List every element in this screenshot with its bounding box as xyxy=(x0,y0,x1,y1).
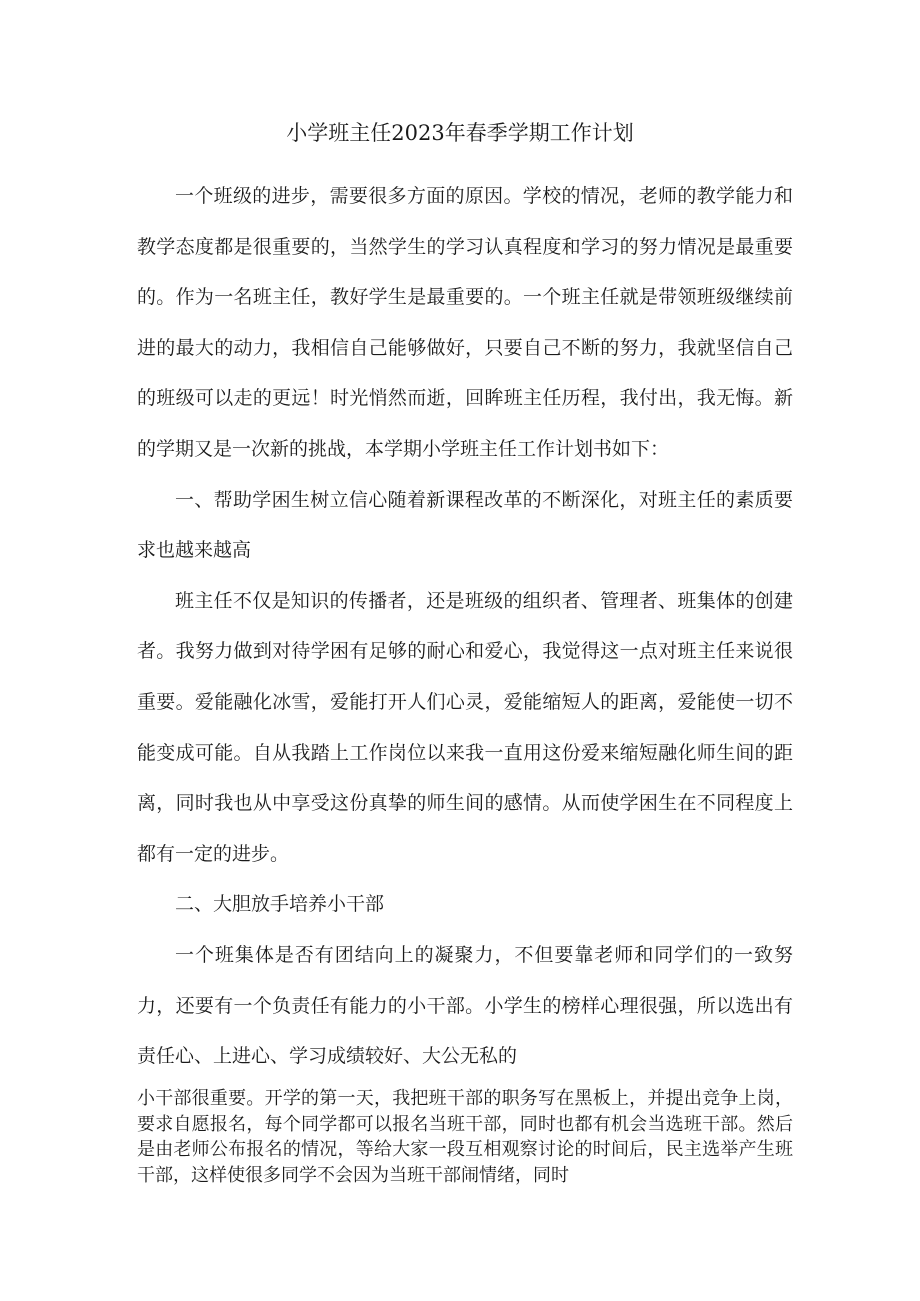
section-heading-1: 一、帮助学困生树立信心随着新课程改革的不断深化，对班主任的素质要求也越来越高 xyxy=(137,488,793,562)
document-body-continued xyxy=(137,1086,793,1188)
section-heading-2: 二、大胆放手培养小干部 xyxy=(175,893,385,916)
document-title: 小学班主任2023年春季学期工作计划 xyxy=(286,121,634,145)
paragraph-section-2-continued: 小干部很重要。开学的第一天，我把班干部的职务写在黑板上，并提出竞争上岗，要求自愿报名，每个同学都可以报名当班干部，同时也都有机会当选班干部。然后是由老师公布报名的情况，等给大家一段互相观察讨论的时间后，民主选举产生班干部，这样使很多同学不会因为当班干部闹情绪，同时 xyxy=(137,1088,793,1186)
paragraph-section-2: 一个班集体是否有团结向上的凝聚力，不但要靠老师和同学们的一致努力，还要有一个负责任有能力的小干部。小学生的榜样心理很强，所以选出有责任心、上进心、学习成绩较好、大公无私的 xyxy=(137,943,793,1068)
paragraph-section-1: 班主任不仅是知识的传播者，还是班级的组织者、管理者、班集体的创建者。我努力做到对待学困有足够的耐心和爱心，我觉得这一点对班主任来说很重要。爱能融化冰雪，爱能打开人们心灵，爱能缩短人的距离，爱能使一切不能变成可能。自从我踏上工作岗位以来我一直用这份爱来缩短融化师生间的距离，同时我也从中享受这份真挚的师生间的感情。从而使学困生在不同程度上都有一定的进步。 xyxy=(137,589,793,865)
document-body xyxy=(137,171,793,1082)
paragraph-intro: 一个班级的进步，需要很多方面的原因。学校的情况，老师的教学能力和教学态度都是很重要的，当然学生的学习认真程度和学习的努力情况是最重要的。作为一名班主任，教好学生是最重要的。一个班主任就是带领班级继续前进的最大的动力，我相信自己能够做好，只要自己不断的努力，我就坚信自己的班级可以走的更远！时光悄然而逝，回眸班主任历程，我付出，我无悔。新的学期又是一次新的挑战，本学期小学班主任工作计划书如下： xyxy=(137,185,793,460)
